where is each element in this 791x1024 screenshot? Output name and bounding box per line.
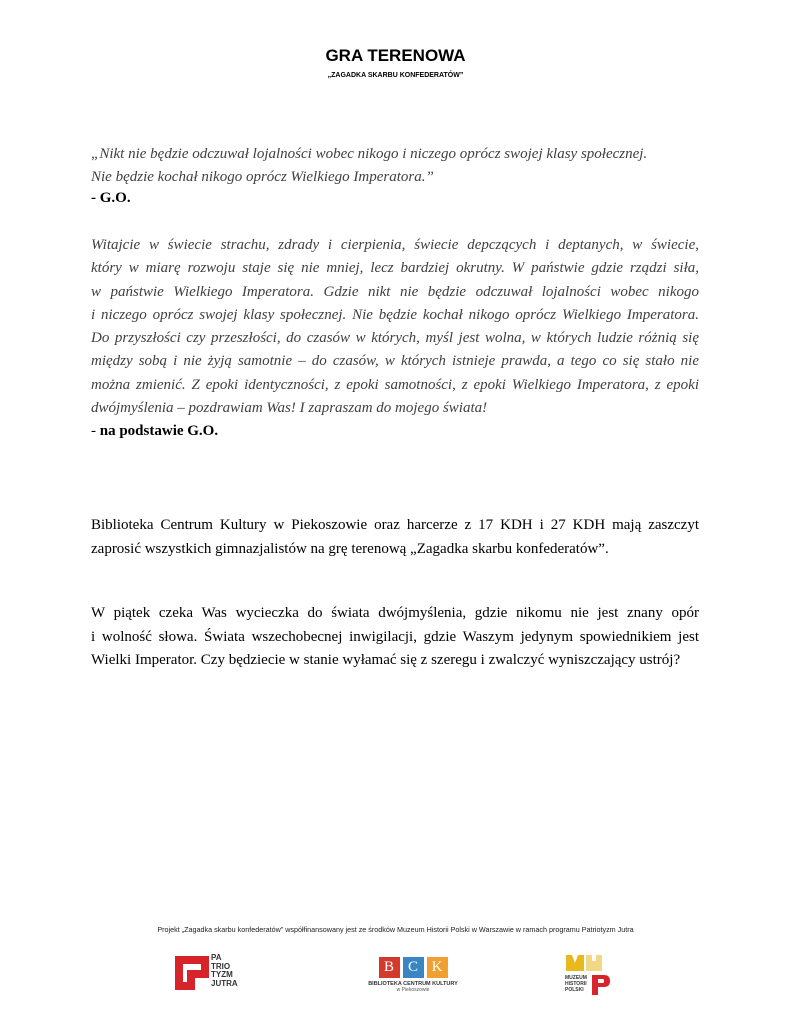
intro-line: dwójmyślenia – pozdrawiam Was! I zapraszam do mojego świata! bbox=[91, 400, 488, 417]
muzeum-historii-polski-logo bbox=[562, 953, 612, 997]
intro-line: i niczego oprócz swojej klasy społecznej. Nie będzie kochał nikogo oprócz Wielkiego Imperatora. bbox=[91, 306, 699, 323]
quote-line: „Nikt nie będzie odczuwał lojalności wobec nikogo i niczego oprócz swojej klasy społecznej. bbox=[91, 146, 648, 162]
bck-letter-k: K bbox=[427, 957, 448, 978]
intro-line: który w miarę rozwoju staje się nie mniej, lecz bardziej okrutny. W państwie gdzie rządzi siła, bbox=[91, 260, 699, 277]
patriotyzm-logo-words: PA TRIO TYZM JUTRA bbox=[211, 953, 238, 988]
invitation-paragraph bbox=[91, 514, 699, 561]
intro-line: Do przyszłości czy przeszłości, do czasów w których, myśl jest wolna, w których ludzie różnią się bbox=[91, 330, 699, 347]
paragraph-line: Biblioteka Centrum Kultury w Piekoszowie oraz harcerze z 17 KDH i 27 KDH mają zaszczyt bbox=[91, 517, 699, 533]
quote-line: Nie będzie kochał nikogo oprócz Wielkiego Imperatora.” bbox=[91, 169, 434, 185]
patriotyzm-jutra-logo bbox=[175, 954, 245, 990]
intro-signature bbox=[91, 423, 218, 440]
bck-logo bbox=[368, 957, 458, 1001]
bck-logo-name: BIBLIOTEKA CENTRUM KULTURY bbox=[368, 981, 458, 987]
bck-letter-b: B bbox=[379, 957, 400, 978]
intro-text bbox=[91, 234, 699, 420]
bck-logo-sub: w Piekoszowie bbox=[396, 987, 430, 993]
opening-quote bbox=[91, 143, 699, 189]
intro-line: między sobą i nie żyją samotnie – do czasów, w których istnieje prawda, a tego co się stało nie bbox=[91, 353, 699, 370]
funding-note: Projekt „Zagadka skarbu konfederatów” współfinansowany jest ze środków Muzeum Historii Polski w Warszawie w ramach programu Patriotyzm Jutra bbox=[157, 925, 634, 934]
paragraph-line: zaprosić wszystkich gimnazjalistów na grę terenową „Zagadka skarbu konfederatów”. bbox=[91, 540, 609, 557]
page-subtitle: „ZAGADKA SKARBU KONFEDERATÓW” bbox=[327, 72, 464, 79]
description-paragraph bbox=[91, 602, 699, 673]
bck-letter-c: C bbox=[403, 957, 424, 978]
quote-signature: - G.O. bbox=[91, 190, 131, 206]
patriotyzm-logo-mark-icon bbox=[175, 956, 209, 990]
paragraph-line: W piątek czeka Was wycieczka do świata dwójmyślenia, gdzie nikomu nie jest znany opór bbox=[91, 605, 699, 621]
intro-line: w państwie Wielkiego Imperatora. Gdzie nikt nie będzie odczuwał lojalności wobec nikogo bbox=[91, 283, 699, 300]
paragraph-line: i wolność słowa. Świata wszechobecnej inwigilacji, gdzie Waszym jedynym spowiednikiem jest bbox=[91, 628, 699, 645]
intro-signature-prefix: - bbox=[91, 423, 100, 439]
bck-letter-boxes bbox=[368, 957, 458, 978]
mhp-logo-words: MUZEUM HISTORII POLSKI bbox=[565, 975, 587, 993]
intro-signature-text: na podstawie G.O. bbox=[99, 423, 219, 439]
paragraph-line: Wielki Imperator. Czy będziecie w stanie wyłamać się z szeregu i zwalczyć wyniszczający ustrój? bbox=[91, 652, 681, 668]
intro-line: można zmienić. Z epoki identyczności, z epoki samotności, z epoki Wielkiego Imperatora, z epoki bbox=[91, 376, 699, 393]
page-title: GRA TERENOWA bbox=[325, 46, 466, 65]
intro-line: Witajcie w świecie strachu, zdrady i cierpienia, świecie depczących i deptanych, w świecie, bbox=[91, 237, 699, 253]
